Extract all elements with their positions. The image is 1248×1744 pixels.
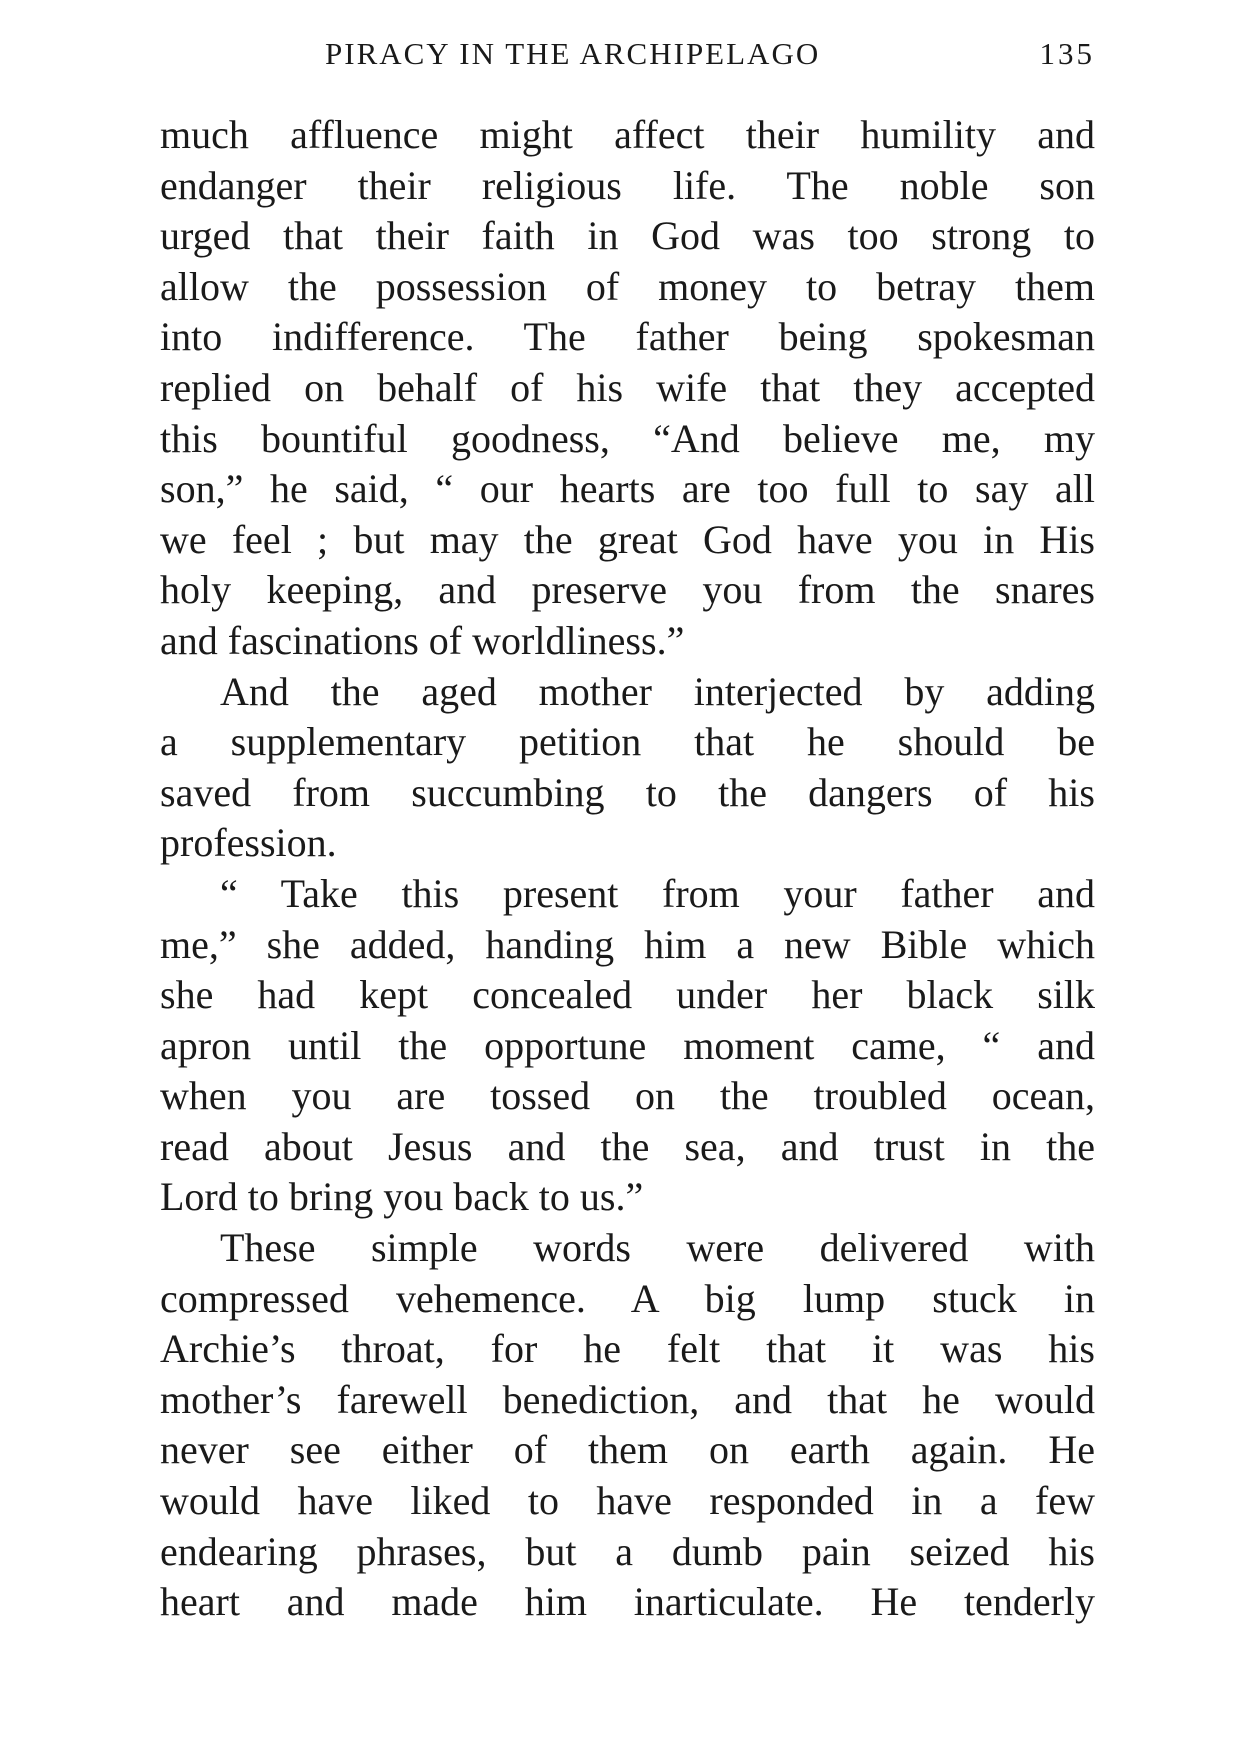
text-line: holy keeping, and preserve you from the snares — [160, 567, 1095, 613]
text-line: endanger their religious life. The noble son — [160, 162, 1095, 208]
text-line: apron until the opportune moment came, “ and — [160, 1022, 1095, 1068]
text-line: profession. — [160, 820, 337, 866]
text-line: saved from succumbing to the dangers of his — [160, 769, 1095, 815]
text-line: and fascinations of worldliness.” — [160, 617, 685, 663]
text-line: she had kept concealed under her black silk — [160, 972, 1095, 1018]
running-title: PIRACY IN THE ARCHIPELAGO — [325, 36, 821, 71]
text-line: allow the possession of money to betray them — [160, 263, 1095, 309]
paragraph-start-line: These simple words were delivered with — [220, 1225, 1095, 1271]
page-number: 135 — [1039, 36, 1095, 71]
text-line: never see either of them on earth again. He — [160, 1427, 1095, 1473]
text-line: replied on behalf of his wife that they accepted — [160, 364, 1095, 410]
running-head — [325, 36, 1095, 80]
text-line: into indifference. The father being spokesman — [160, 314, 1095, 360]
text-line: would have liked to have responded in a few — [160, 1478, 1095, 1524]
text-line: compressed vehemence. A big lump stuck in — [160, 1275, 1095, 1321]
text-line: when you are tossed on the troubled ocean, — [160, 1073, 1095, 1119]
body-text — [160, 110, 1095, 1628]
text-line: me,” she added, handing him a new Bible which — [160, 921, 1095, 967]
text-line: this bountiful goodness, “And believe me, my — [160, 415, 1095, 461]
text-line: read about Jesus and the sea, and trust in the — [160, 1123, 1095, 1169]
text-line: Lord to bring you back to us.” — [160, 1174, 644, 1220]
text-line: a supplementary petition that he should be — [160, 719, 1095, 765]
text-line: son,” he said, “ our hearts are too full to say all — [160, 466, 1095, 512]
text-line: mother’s farewell benediction, and that he would — [160, 1376, 1095, 1422]
text-line: endearing phrases, but a dumb pain seized his — [160, 1528, 1095, 1574]
text-line: much affluence might affect their humility and — [160, 112, 1095, 157]
text-line: heart and made him inarticulate. He tenderly — [160, 1579, 1095, 1625]
text-line: urged that their faith in God was too strong to — [160, 213, 1095, 259]
text-line: Archie’s throat, for he felt that it was his — [160, 1326, 1095, 1372]
text-line: we feel ; but may the great God have you in His — [160, 516, 1095, 562]
paragraph-start-line: And the aged mother interjected by adding — [220, 668, 1095, 714]
paragraph-start-line: “ Take this present from your father and — [220, 870, 1095, 916]
